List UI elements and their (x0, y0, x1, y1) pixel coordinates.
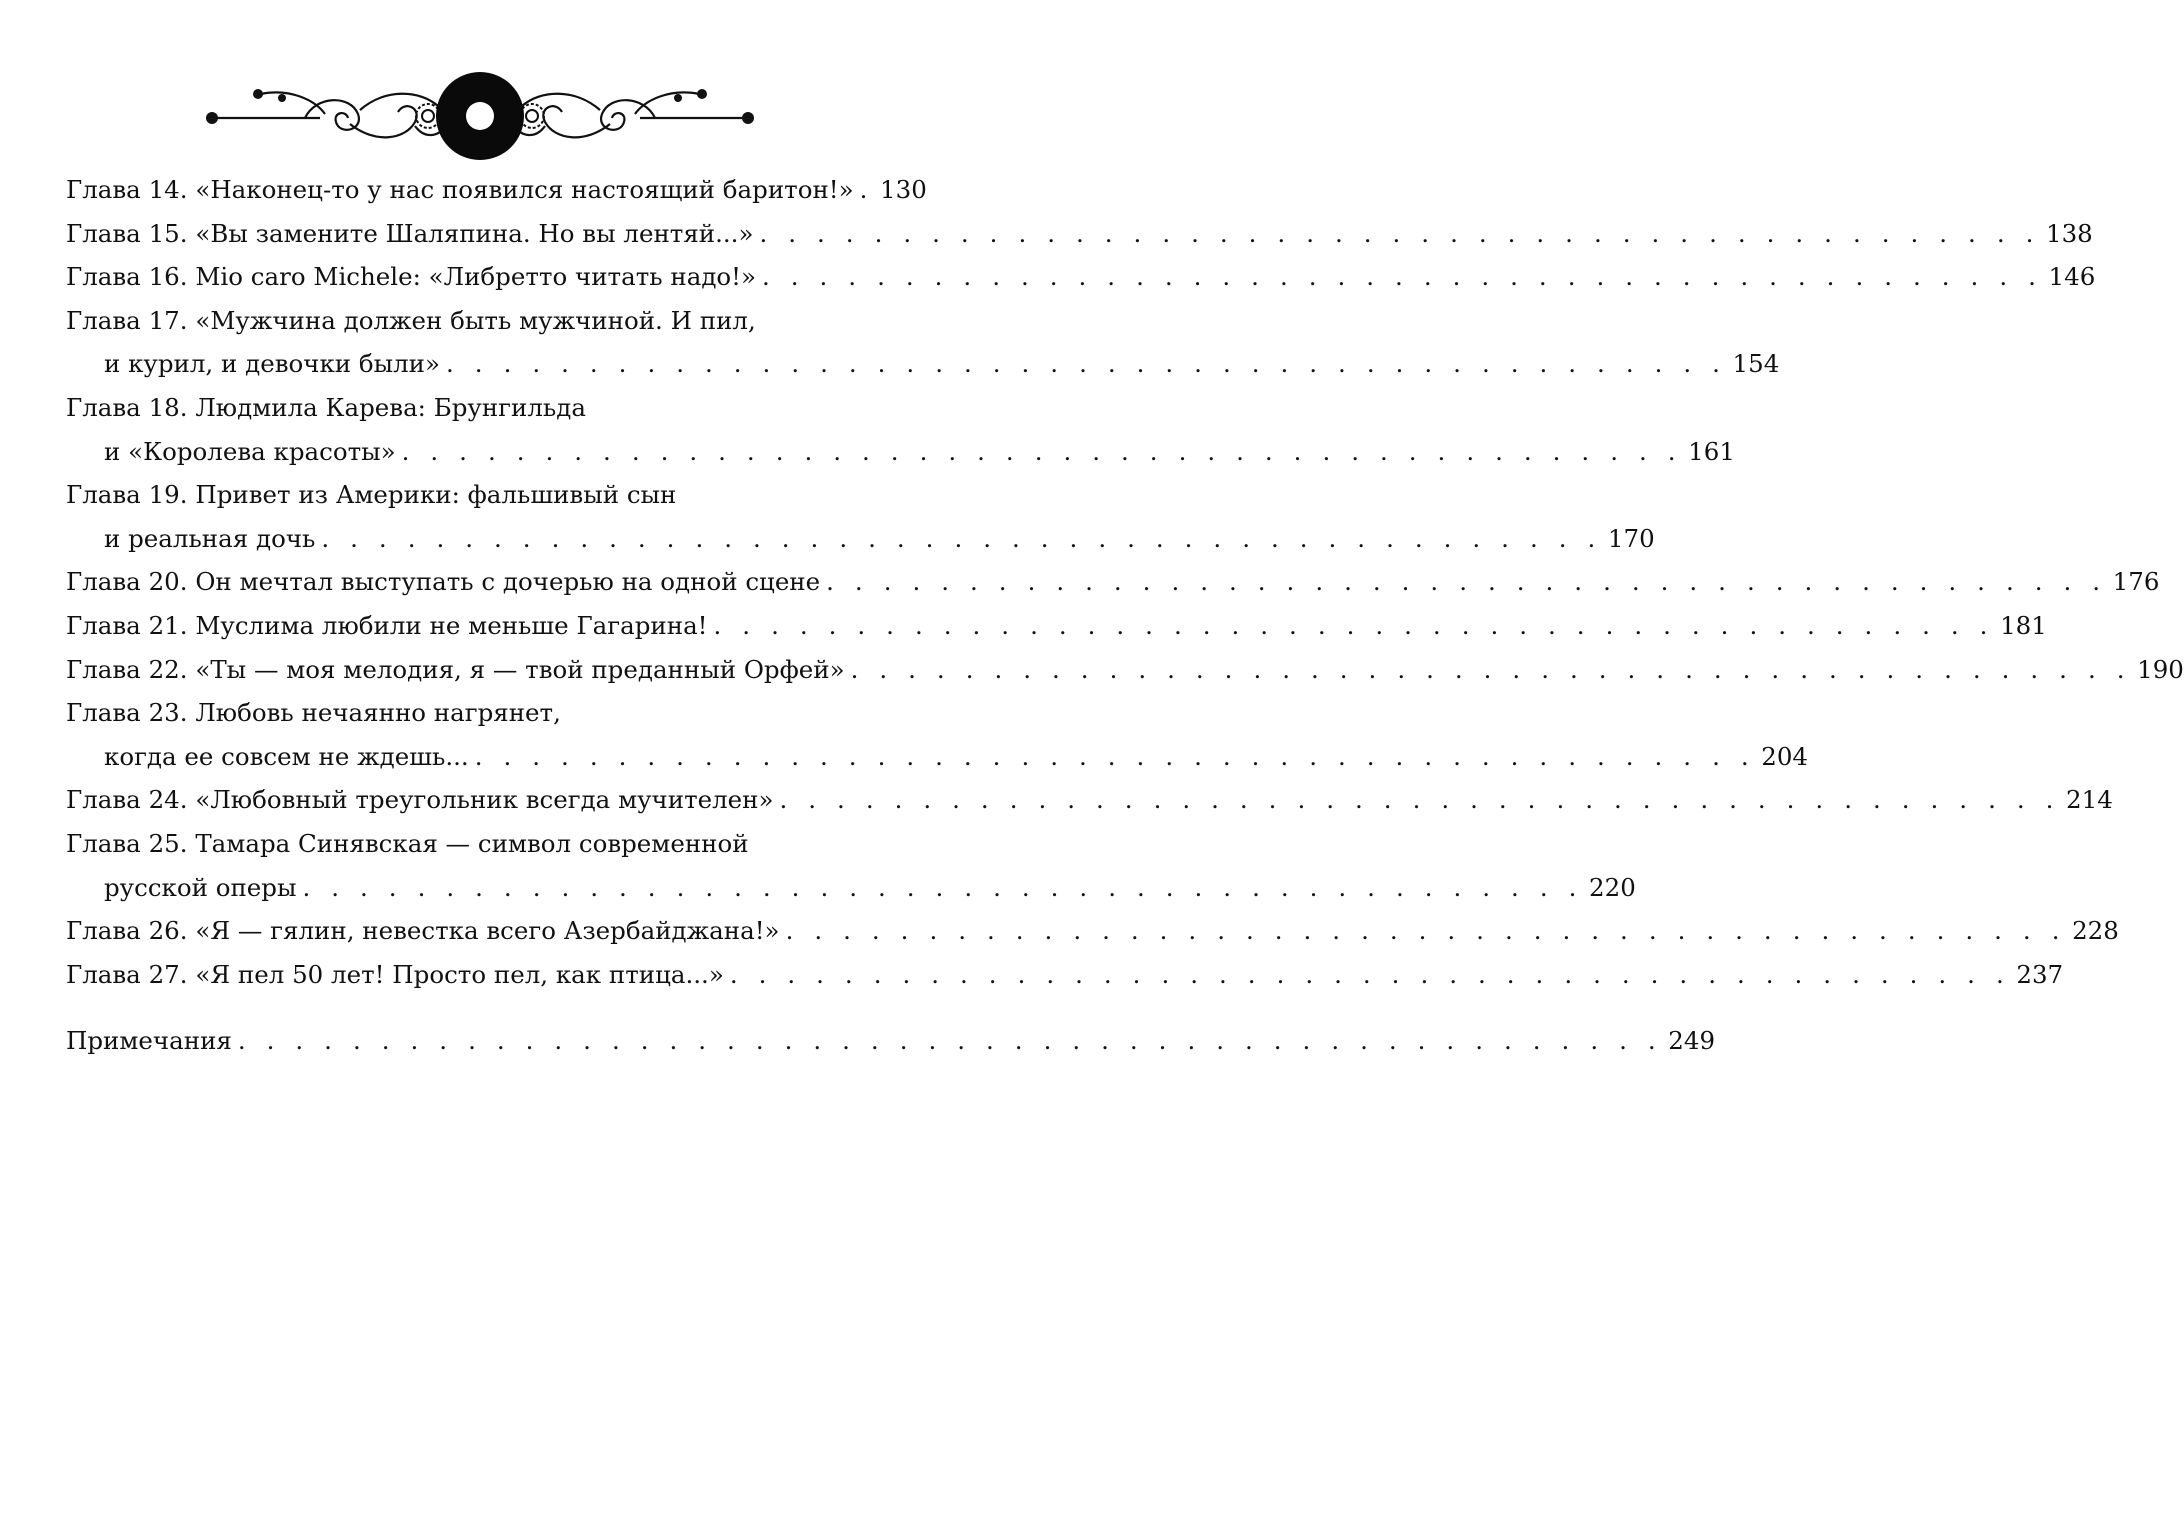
toc-page-number: 176 (2112, 567, 2160, 597)
toc-entry-14[interactable] (66, 168, 927, 212)
scroll-ornament-icon (200, 66, 760, 176)
dot-leader: . . . . . . . . . . . . . . . . . . . . . . . . . . . . . . . . . . . . . . . . . . . . . (850, 654, 2132, 684)
dot-leader: . . . . . . . . . . . . . . . . . . . . . . . . . . . . . . . . . . . . . . . . . . . . . . . . . . (237, 1026, 1663, 1056)
toc-title: Глава 19. Привет из Америки: фальшивый сын (66, 480, 677, 510)
toc-page-number: 138 (2046, 218, 2093, 248)
toc-page-number: 170 (1607, 523, 1655, 553)
toc-title: Глава 18. Людмила Карева: Брунгильда (66, 392, 586, 422)
toc-entry-19[interactable] (66, 473, 886, 517)
toc-entry-24[interactable] (66, 778, 2113, 822)
toc-title: Глава 21. Муслима любили не меньше Гагарина! (66, 610, 708, 640)
toc-title: Примечания (66, 1026, 232, 1056)
dot-leader: . . . . . . . . . . . . . . . . . . . . . . . . . . . . . . . . . . . . . . . . . . . . . (401, 436, 1683, 466)
toc-page-number: 161 (1688, 436, 1735, 466)
toc-entry-18[interactable] (66, 386, 886, 430)
toc-page-number: 228 (2072, 916, 2119, 946)
dot-leader: . . . . . . . . . . . . . . . . . . . . . . . . . . . . . . . . . . . . . . . . . . . . . (759, 218, 2040, 248)
dot-leader: . . . . . . . . . . . . . . . . . . . . . . . . . . . . . . . . . . . . . . . . . . . . . (785, 916, 2067, 946)
toc-title: Глава 26. «Я — гялин, невестка всего Азербайджана!» (66, 916, 780, 946)
toc-entry-notes[interactable] (66, 1019, 1716, 1063)
toc-title: Глава 24. «Любовный треугольник всегда мучителен» (66, 785, 774, 815)
toc-entry-26[interactable] (66, 909, 2119, 953)
toc-title: Глава 22. «Ты — моя мелодия, я — твой преданный Орфей» (66, 654, 845, 684)
toc-title-continuation: когда ее совсем не ждешь... (104, 741, 469, 771)
toc-page-number: 249 (1668, 1026, 1716, 1056)
toc-entry-27[interactable] (66, 953, 2064, 997)
toc-title: Глава 25. Тамара Синявская — символ современной (66, 828, 749, 858)
toc-page-number: 146 (2048, 262, 2096, 292)
toc-entry-20[interactable] (66, 560, 2160, 604)
toc-entry-25-continuation[interactable] (66, 866, 1636, 910)
toc-title: Глава 14. «Наконец-то у нас появился настоящий баритон!» (66, 175, 854, 204)
toc-page-number: 220 (1589, 872, 1636, 902)
toc-entry-23[interactable] (66, 691, 886, 735)
toc-entry-16[interactable] (66, 255, 2096, 299)
toc-title: Глава 27. «Я пел 50 лет! Просто пел, как птица...» (66, 959, 724, 989)
toc-entry-21[interactable] (66, 604, 2047, 648)
toc-entry-22[interactable] (66, 648, 2184, 692)
table-of-contents (66, 168, 2184, 1063)
toc-title: Глава 15. «Вы замените Шаляпина. Но вы лентяй...» (66, 218, 754, 248)
toc-page-number: 181 (2000, 610, 2047, 640)
toc-title-continuation: и «Королева красоты» (104, 436, 396, 466)
toc-entry-15[interactable] (66, 212, 2093, 256)
dot-leader: . . . . . . . . . . . . . . . . . . . . . . . . . . . . . . . . . . . . . . . . . . . . . (761, 262, 2043, 292)
toc-page-number: 204 (1761, 741, 1809, 771)
dot-leader: . . . . . . . . . . . . . . . . . . . . . . . . . . . . . . . . . . . . . . . . . . . . . (446, 349, 1727, 379)
toc-title-continuation: и курил, и девочки были» (104, 349, 441, 379)
toc-entry-23-continuation[interactable] (66, 735, 1809, 779)
dot-leader: . . . . . . . . . . . . . . . . . . . . . . . . . . . . . . . . . . . . . . . . . . . . . (713, 610, 1995, 640)
dot-leader: . . . . . . . . . . . . . . . . . . . . . . . . . . . . . . . . . . . . . . . . . . . . . (321, 523, 1602, 553)
toc-title: Глава 20. Он мечтал выступать с дочерью на одной сцене (66, 567, 821, 597)
toc-entry-18-continuation[interactable] (66, 430, 1735, 474)
toc-page-number: 237 (2016, 959, 2064, 989)
dot-leader: . . . . . . . . . . . . . . . . . . . . . . . . . . . . . . . . . . . . . . . . . . . . . (826, 567, 2107, 597)
dot-leader: . . . . . . . . . . . . . . . . . . . . . . . . . . . . . . . . . . . . . . . . . . . . . (302, 872, 1584, 902)
toc-page-number: 130 (880, 175, 927, 204)
toc-title-continuation: и реальная дочь (104, 523, 316, 553)
toc-title: Глава 23. Любовь нечаянно нагрянет, (66, 698, 561, 728)
dot-leader: . . . . . . . . . . . . . . . . . . . . . . . . . . . . . . . . . . . . . . . . . . . . . (729, 959, 2011, 989)
toc-title: Глава 17. «Мужчина должен быть мужчиной. И пил, (66, 305, 756, 335)
dot-leader: . . . . . . . . . . . . . . . . . . . . . . . . . . . . . . . . . . . . . . . . . . . . . (779, 785, 2061, 815)
toc-title-continuation: русской оперы (104, 872, 297, 902)
toc-title: Глава 16. Mio caro Michele: «Либретто читать надо!» (66, 262, 756, 292)
dot-leader: . . . . . . . . . . . . . . . . . . . . . . . . . . . . . . . . . . . . . . . . . . . . . (474, 741, 1756, 771)
toc-entry-17[interactable] (66, 299, 886, 343)
dot-leader: . (859, 175, 875, 204)
toc-page-number: 154 (1732, 349, 1780, 379)
toc-entry-25[interactable] (66, 822, 886, 866)
toc-page-number: 190 (2137, 654, 2184, 684)
toc-entry-17-continuation[interactable] (66, 342, 1780, 386)
toc-page-number: 214 (2066, 785, 2113, 815)
toc-entry-19-continuation[interactable] (66, 517, 1655, 561)
